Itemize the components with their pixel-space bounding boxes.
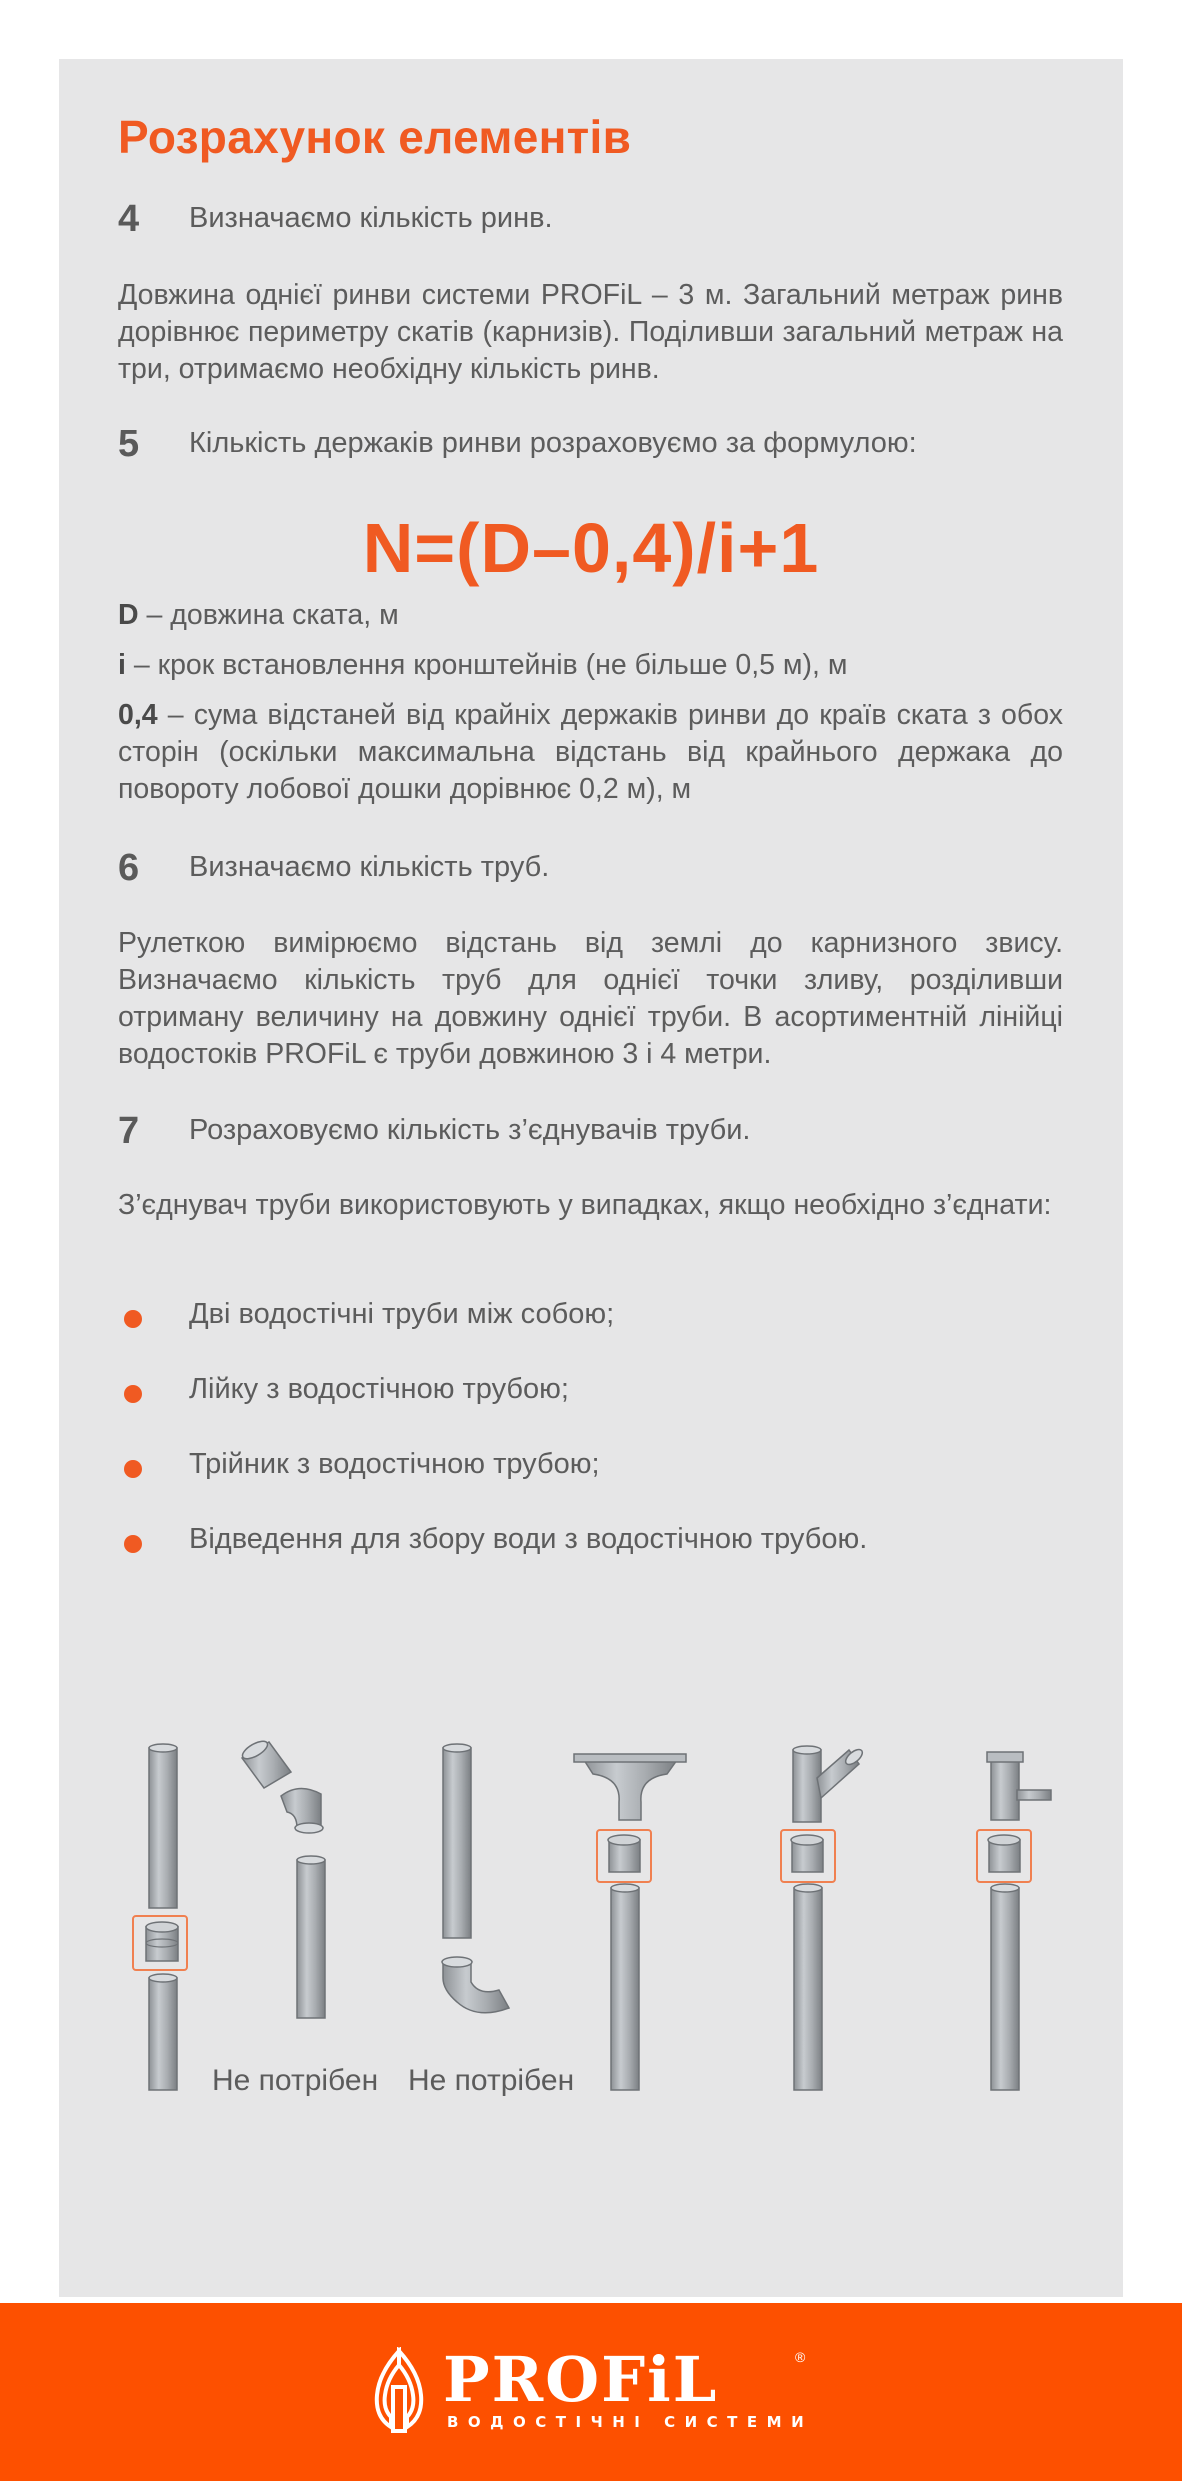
bullet-dot <box>124 1385 142 1403</box>
step-number: 6 <box>118 847 140 889</box>
connector-illustrations <box>59 1720 1123 2120</box>
definition-term: i <box>118 649 126 681</box>
list-item-text: Дві водостічні труби між собою; <box>189 1298 615 1330</box>
bullet-dot <box>124 1535 142 1553</box>
step-number: 5 <box>118 423 140 465</box>
logo-wordmark: PROFiL <box>443 2343 719 2416</box>
definition-term: 0,4 <box>118 699 158 731</box>
list-item <box>118 1446 1063 1486</box>
caption-not-needed-2: Не потрібен <box>408 2064 575 2097</box>
paragraph-gutters: Довжина однієї ринви системи PROFiL – 3 м. Загальний метраж ринв дорівнює периметру скатів (карнизів). Поділивши загальний метраж на три, отримаємо необхідну кількість ринв. <box>118 279 1063 385</box>
paragraph-pipes: Рулеткою вимірюємо відстань від землі до карнизного звису. Визначаємо кількість труб для однієї точки зливу, розділивши отриману величину на довжину однієї труби. В асортиментній лінійці водостоків PROFiL є труби довжиною 3 і 4 метри. <box>118 927 1063 1070</box>
formula: N=(D–0,4)/i+1 <box>362 509 820 587</box>
step-number: 4 <box>118 198 140 240</box>
definition-text: – крок встановлення кронштейнів (не більше 0,5 м), м <box>125 649 848 681</box>
definition-i <box>118 647 1063 684</box>
step-text: Визначаємо кількість труб. <box>189 851 550 883</box>
profil-logo <box>365 2343 825 2437</box>
list-item <box>118 1521 1063 1561</box>
step-6 <box>118 847 1063 897</box>
list-item-text: Трійник з водостічною трубою; <box>189 1448 600 1480</box>
bullet-dot <box>124 1310 142 1328</box>
step-text: Розраховуємо кількість з’єднувачів труби. <box>189 1114 751 1146</box>
elbow-figure-1 <box>240 1738 325 2018</box>
list-item-text: Лійку з водостічною трубою; <box>189 1373 569 1405</box>
step-text: Визначаємо кількість ринв. <box>189 202 553 234</box>
drop-emblem-icon <box>365 2347 435 2435</box>
elbow-figure-2 <box>442 1744 509 2013</box>
list-item <box>118 1371 1063 1411</box>
registered-mark: ® <box>795 2349 806 2365</box>
water-collector-figure <box>977 1752 1051 2090</box>
funnel-figure <box>574 1754 686 2090</box>
definition-text: – сума відстаней від крайніх держаків ринви до країв ската з обох сторін (оскільки максимальна відстань від крайнього держака до повороту лобової дошки дорівнює 0,2 м), м <box>118 699 1063 805</box>
step-number: 7 <box>118 1110 140 1152</box>
step-text: Кількість держаків ринви розраховуємо за формулою: <box>189 427 917 459</box>
step-7 <box>118 1110 1063 1160</box>
logo-subtitle: ВОДОСТІЧНІ СИСТЕМИ <box>447 2413 814 2431</box>
footer-bar <box>0 2303 1182 2481</box>
tee-figure <box>781 1746 865 2090</box>
page-title: Розрахунок елементів <box>118 111 632 163</box>
bullet-dot <box>124 1460 142 1478</box>
definition-term: D <box>118 599 139 631</box>
list-item <box>118 1296 1063 1336</box>
step-4 <box>118 198 1063 248</box>
paragraph-connectors: З’єднувач труби використовують у випадках, якщо необхідно з’єднати: <box>118 1189 1052 1221</box>
definition-d <box>118 597 1063 634</box>
list-item-text: Відведення для збору води з водостічною трубою. <box>189 1523 868 1555</box>
caption-not-needed-1: Не потрібен <box>212 2064 379 2097</box>
definition-text: – довжина ската, м <box>138 599 399 631</box>
step-5 <box>118 423 1063 473</box>
definition-04 <box>118 697 1063 808</box>
pipe-coupling-figure <box>133 1744 187 2090</box>
